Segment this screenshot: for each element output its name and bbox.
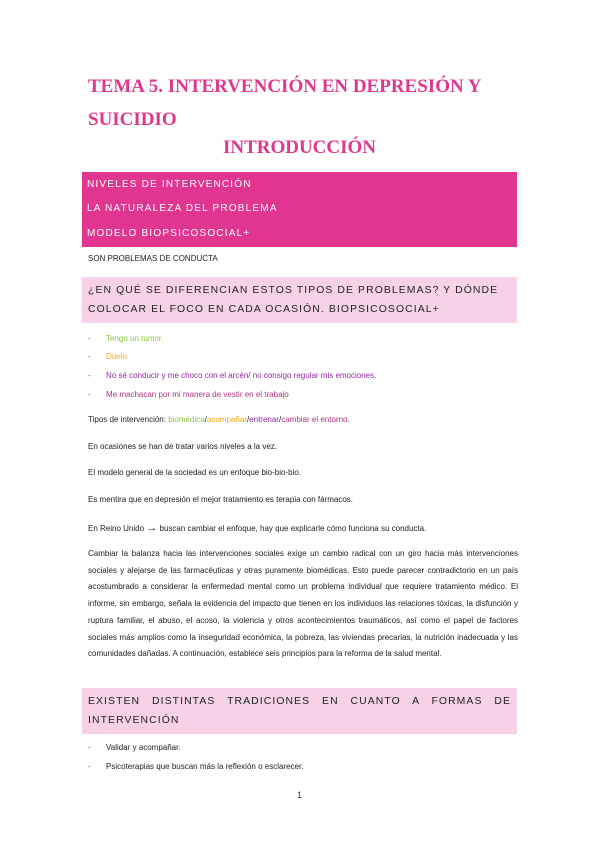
paragraph: Es mentira que en depresión el mejor tratamiento es terapia con fármacos. xyxy=(88,495,354,504)
bullet-dash: - xyxy=(88,371,91,380)
bullet-dash: - xyxy=(88,762,91,771)
type-separator: / xyxy=(278,415,282,424)
type-separator: / xyxy=(204,415,207,424)
list-item-text: Me machacan por mi manera de vestir en el trabajo xyxy=(106,390,289,399)
list-item-text: Tengo un tumor. xyxy=(106,334,164,343)
right-arrow-icon: → xyxy=(146,522,158,534)
type-biomedica: biomédica xyxy=(168,415,205,424)
long-paragraph: Cambiar la balanza hacia las intervenciones sociales exige un cambio radical con un giro hacia más intervenciones sociales y alejarse de las farmacéuticas y otras puramente biomédicas. Esto puede parecer contradictorio en un país acostumbrado a considerar la enfermedad mental como un problema individual que requiere tratamiento médico. El informe, sin embargo, señala la evidencia del impacto que tienen en los individuos las relaciones tóxicas, la disfunción y ruptura familiar, el abuso, el acoso, la violencia y otros acontecimientos traumáticos, así como el papel de factores sociales más amplios como la inseguridad económica, la pobreza, las viviendas precarias, la nutrición inadecuada y las comunidades dañadas. A continuación, establece seis principios para la reforma de la salud mental. xyxy=(88,549,518,659)
question-box xyxy=(82,277,517,323)
list-item-text: Validar y acompañar. xyxy=(106,743,181,752)
title-line-2: SUICIDIO xyxy=(88,109,177,130)
traditions-line-2: INTERVENCIÓN xyxy=(88,715,180,726)
intervention-types-line xyxy=(88,415,518,424)
bullet-dash: - xyxy=(88,352,91,361)
highlight-item: NIVELES DE INTERVENCIÓN xyxy=(87,179,252,190)
list-item-text: Psicoterapias que buscan más la reflexión o esclarecer. xyxy=(106,762,304,771)
question-line-2: COLOCAR EL FOCO EN CADA OCASIÓN. BIOPSICOSOCIAL+ xyxy=(88,304,440,315)
intervention-types-prefix: Tipos de intervención: xyxy=(88,415,169,424)
highlight-item: MODELO BIOPSICOSOCIAL+ xyxy=(87,228,251,239)
list-item-text: No sé conducir y me choco con el arcén/ no consigo regular mis emociones. xyxy=(106,371,377,380)
question-line-1: ¿EN QUÉ SE DIFERENCIAN ESTOS TIPOS DE PROBLEMAS? Y DÓNDE xyxy=(88,285,499,296)
uk-text-pre: En Reino Unido xyxy=(88,524,147,533)
bullet-dash: - xyxy=(88,390,91,399)
document-title xyxy=(88,70,528,136)
intervention-types-suffix: . xyxy=(347,415,350,424)
levels-highlight-block xyxy=(82,172,517,247)
section-heading: INTRODUCCIÓN xyxy=(222,137,377,158)
type-cambiar: cambiar el entorno xyxy=(281,415,348,424)
paragraph: En ocasiones se han de tratar varios niveles a la vez. xyxy=(88,442,277,451)
conduct-problems-label: SON PROBLEMAS DE CONDUCTA xyxy=(88,254,218,263)
uk-text-post: buscan cambiar el enfoque, hay que explicarle cómo funciona su conducta. xyxy=(157,524,427,533)
traditions-line-1: EXISTEN DISTINTAS TRADICIONES EN CUANTO A FORMAS DE xyxy=(88,696,511,707)
list-item-text: Duelo. xyxy=(106,352,130,361)
highlight-item: LA NATURALEZA DEL PROBLEMA xyxy=(87,203,278,214)
paragraph: El modelo general de la sociedad es un enfoque bio-bio-bio. xyxy=(88,468,302,477)
bullet-dash: - xyxy=(88,743,91,752)
bullet-dash: - xyxy=(88,334,91,343)
traditions-box xyxy=(82,688,517,734)
type-separator: / xyxy=(246,415,250,424)
title-line-1: TEMA 5. INTERVENCIÓN EN DEPRESIÓN Y xyxy=(88,76,482,97)
page-number: 1 xyxy=(296,790,302,800)
paragraph-uk xyxy=(88,522,518,534)
type-entrenar: entrenar xyxy=(249,415,279,424)
type-acompanar: acompañar xyxy=(206,415,247,424)
